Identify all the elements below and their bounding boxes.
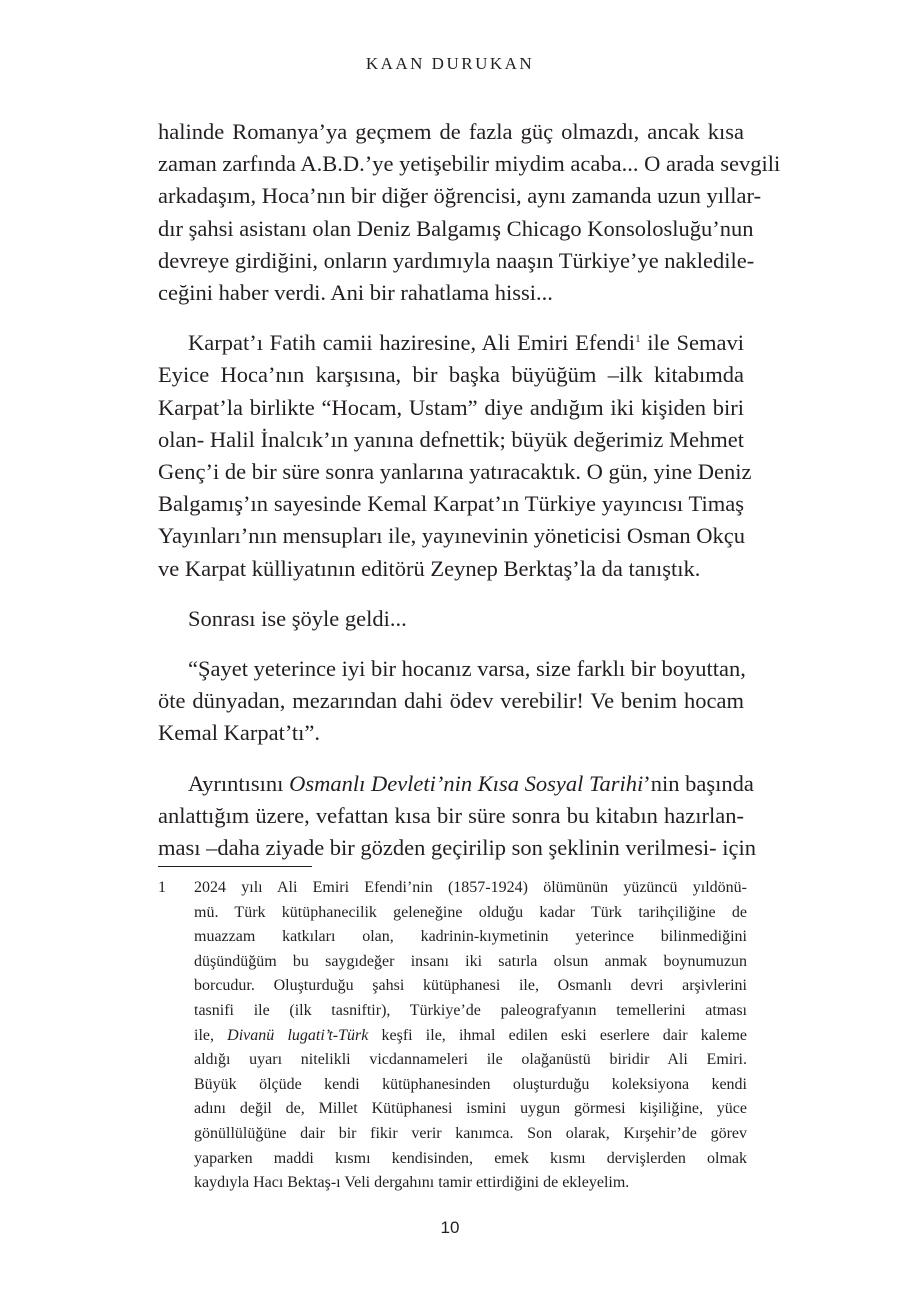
text-line: dır şahsi asistanı olan Deniz Balgamış Chicago Konsolosluğu’nun bbox=[158, 215, 754, 241]
footnote-separator bbox=[158, 866, 312, 867]
footnote-line: 2024 yılı Ali Emiri Efendi’nin (1857-1924) ölümünün yüzüncü yıldönü- bbox=[194, 879, 747, 896]
text-line: anlattığım üzere, vefattan kısa bir süre sonra bu kitabın hazırlan- bbox=[158, 802, 744, 828]
book-title: Osmanlı Devleti’nin Kısa Sosyal Tarihi bbox=[289, 770, 644, 796]
footnote-line: tasnifi ile (ilk tasniftir), Türkiye’de paleografyanın temellerini atması bbox=[194, 1001, 747, 1019]
text-line: ve Karpat külliyatının editörü Zeynep Berktaş’la da tanıştık. bbox=[158, 555, 701, 581]
text-line: zaman zarfında A.B.D.’ye yetişebilir miydim acaba... O arada sevgili bbox=[158, 151, 781, 177]
paragraph-2 bbox=[158, 327, 752, 585]
text-line: Genç’i de bir süre sonra yanlarına yatıracaktık. O gün, yine Deniz bbox=[158, 459, 752, 485]
text-line bbox=[158, 768, 754, 800]
footnote-line: düşündüğüm bu saygıdeğer insanı iki satırla olsun anmak boynumuzun bbox=[194, 952, 747, 970]
text-line: olan- Halil İnalcık’ın yanına defnettik; büyük değerimiz Mehmet bbox=[158, 426, 744, 452]
text-line: Kemal Karpat’tı”. bbox=[158, 720, 321, 746]
text-line: devreye girdiğini, onların yardımıyla naaşın Türkiye’ye nakledile- bbox=[158, 247, 755, 273]
text-line: Sonrası ise şöyle geldi... bbox=[188, 605, 407, 631]
text-line: “Şayet yeterince iyi bir hocanız varsa, size farklı bir boyuttan, bbox=[188, 656, 746, 682]
paragraph-3 bbox=[158, 603, 744, 635]
text-line: ması –daha ziyade bir gözden geçirilip son şeklinin verilmesi- için bbox=[158, 835, 756, 861]
work-title: Divanü lugati’t-Türk bbox=[227, 1026, 369, 1044]
text-segment: Ayrıntısını bbox=[188, 770, 290, 796]
text-line: ceğini haber verdi. Ani bir rahatlama hissi... bbox=[158, 280, 553, 306]
text-segment: keşfi ile, ihmal edilen eski eserlere dair kaleme bbox=[368, 1026, 747, 1044]
text-segment: ile, bbox=[194, 1026, 228, 1044]
text-line: Yayınları’nın mensupları ile, yayınevinin yöneticisi Osman Okçu bbox=[158, 523, 745, 549]
footnote-line: mü. Türk kütüphanecilik geleneğine olduğu kadar Türk tarihçiliğine de bbox=[194, 903, 747, 921]
text-segment: ile Semavi bbox=[640, 330, 744, 356]
text-line bbox=[158, 327, 744, 359]
paragraph-1 bbox=[158, 116, 781, 309]
text-line: Karpat’la birlikte “Hocam, Ustam” diye andığım iki kişiden biri bbox=[158, 394, 744, 420]
text-segment: Karpat’ı Fatih camii haziresine, Ali Emiri Efendi bbox=[188, 330, 636, 356]
text-line: halinde Romanya’ya geçmem de fazla güç olmazdı, ancak kısa bbox=[158, 119, 744, 144]
footnote-line: borcudur. Oluşturduğu şahsi kütüphanesi ile, Osmanlı devri arşivlerini bbox=[194, 977, 747, 995]
footnote-line: yaparken maddi kısmı kendisinden, emek kısmı dervişlerden olmak bbox=[194, 1149, 747, 1167]
text-line: Eyice Hoca’nın karşısına, bir başka büyüğüm –ilk kitabımda bbox=[158, 362, 744, 388]
text-line: arkadaşım, Hoca’nın bir diğer öğrencisi, aynı zamanda uzun yıllar- bbox=[158, 183, 762, 209]
text-line: Balgamış’ın sayesinde Kemal Karpat’ın Türkiye yayıncısı Timaş bbox=[158, 491, 744, 517]
footnote-line: gönüllülüğüne dair bir fikir verir kanımca. Son olarak, Kırşehir’de görev bbox=[194, 1124, 747, 1142]
footnote-line: kaydıyla Hacı Bektaş-ı Veli dergahını tamir ettirdiğini de ekleyelim. bbox=[194, 1174, 630, 1192]
body-text bbox=[158, 116, 781, 882]
footnote-number: 1 bbox=[158, 879, 166, 896]
footnote-text bbox=[194, 876, 747, 1196]
footnote-line bbox=[194, 1024, 747, 1049]
footnote-line: aldığı uyarı nitelikli vicdannameleri ile olağanüstü biridir Ali Emiri. bbox=[194, 1051, 747, 1069]
footnote-line: Büyük ölçüde kendi kütüphanesinden oluşturduğu koleksiyona kendi bbox=[194, 1075, 747, 1093]
paragraph-5 bbox=[158, 768, 756, 865]
page-number: 10 bbox=[440, 1218, 460, 1237]
running-head: KAAN DURUKAN bbox=[365, 54, 535, 73]
paragraph-4 bbox=[158, 653, 744, 750]
text-line: öte dünyadan, mezarından dahi ödev verebilir! Ve benim hocam bbox=[158, 688, 744, 714]
footnote-line: muazzam katkıları olan, kadrinin-kıymetinin yeterince bilinmediğini bbox=[194, 928, 747, 946]
footnote-reference: 1 bbox=[635, 333, 641, 346]
text-segment: ’nin başında bbox=[643, 770, 754, 796]
footnote-line: adını değil de, Millet Kütüphanesi ismini uygun görmesi kişiliğine, yüce bbox=[194, 1100, 747, 1118]
